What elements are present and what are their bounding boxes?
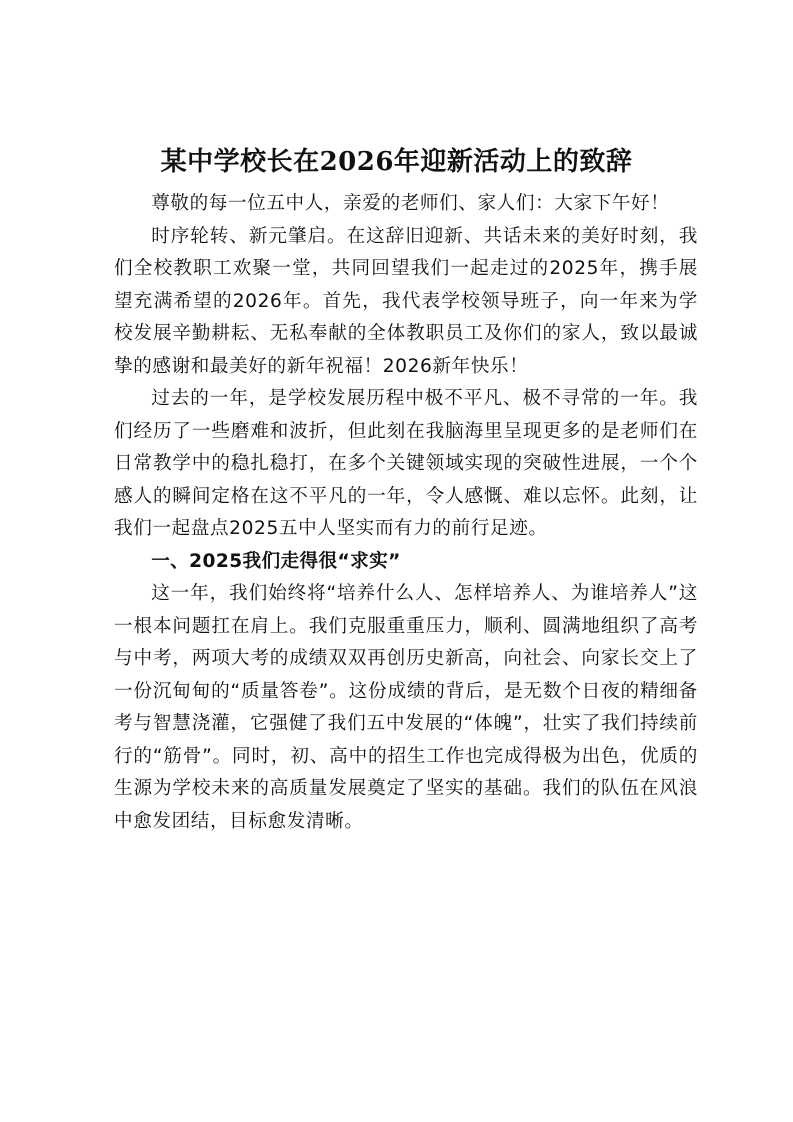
document-body <box>114 188 698 838</box>
body-paragraph-1: 时序轮转、新元肇启。在这辞旧迎新、共话未来的美好时刻，我们全校教职工欢聚一堂，共同回望我们一起走过的2025年，携手展望充满希望的2026年。首先，我代表学校领导班子，向一年来为学校发展辛勤耕耘、无私奉献的全体教职员工及你们的家人，致以最诚挚的感谢和最美好的新年祝福！2026新年快乐！ <box>114 225 698 377</box>
section-heading: 一、2025我们走得很“求实” <box>151 550 401 572</box>
section-paragraph: 这一年，我们始终将“培养什么人、怎样培养人、为谁培养人”这一根本问题扛在肩上。我们克服重重压力，顺利、圆满地组织了高考与中考，两项大考的成绩双双再创历史新高，向社会、向家长交上了一份沉甸甸的“质量答卷”。这份成绩的背后，是无数个日夜的精细备考与智慧浇灌，它强健了我们五中发展的“体魄”，壮实了我们持续前行的“筋骨”。同时，初、高中的招生工作也完成得极为出色，优质的生源为学校未来的高质量发展奠定了坚实的基础。我们的队伍在风浪中愈发团结，目标愈发清晰。 <box>114 583 698 832</box>
document-title: 某中学校长在2026年迎新活动上的致辞 <box>160 147 633 177</box>
body-paragraph-2: 过去的一年，是学校发展历程中极不平凡、极不寻常的一年。我们经历了一些磨难和波折，但此刻在我脑海里呈现更多的是老师们在日常教学中的稳扎稳打，在多个关键领域实现的突破性进展，一个个感人的瞬间定格在这不平凡的一年，令人感慨、难以忘怀。此刻，让我们一起盘点2025五中人坚实而有力的前行足迹。 <box>114 388 698 539</box>
greeting-paragraph: 尊敬的每一位五中人，亲爱的老师们、家人们：大家下午好！ <box>151 193 670 214</box>
